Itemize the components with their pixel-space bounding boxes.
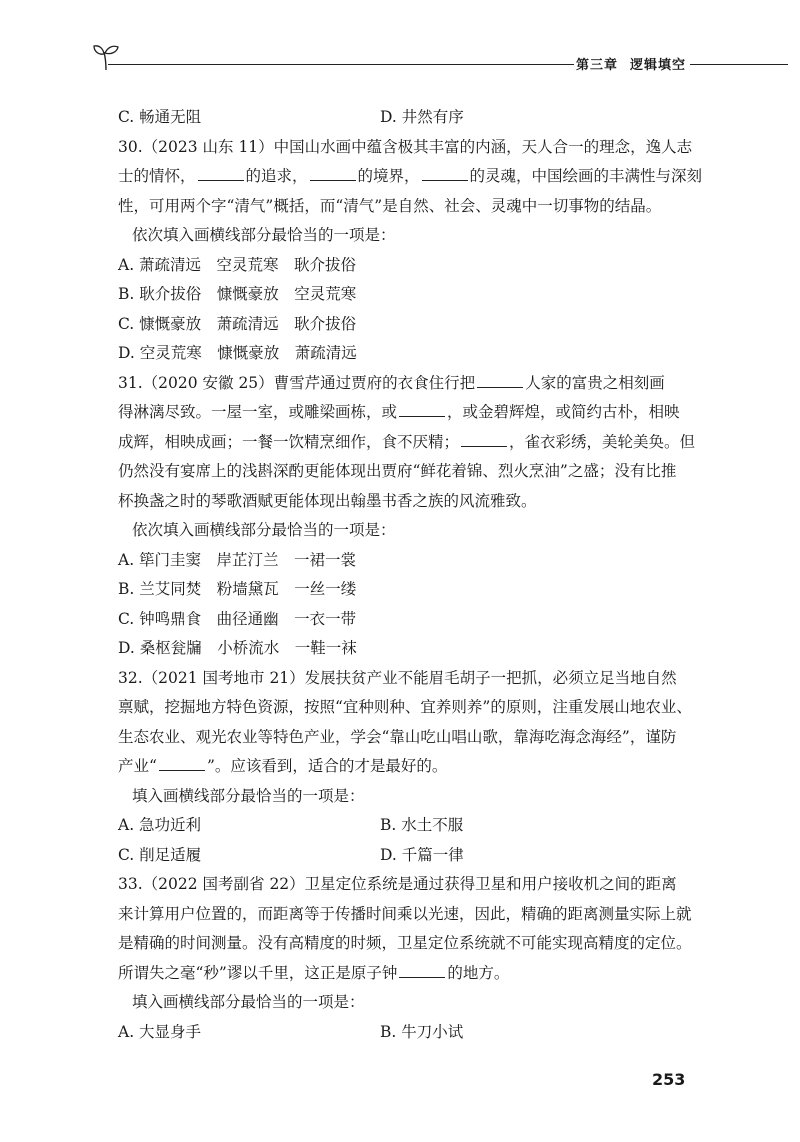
question-32-line: 产业“ ”。应该看到，适合的才是最好的。 (118, 757, 448, 775)
page-body (118, 103, 703, 1047)
page-number: 253 (652, 1070, 686, 1089)
fill-blank (461, 434, 507, 447)
option-a: A. 筚门圭窦 岸芷汀兰 一裙一裳 (118, 550, 357, 569)
question-30-line: 30.（2023 山东 11）中国山水画中蕴含极其丰富的内涵，天人合一的理念，逸人志 (118, 137, 693, 156)
fill-blank (399, 965, 445, 978)
chapter-title: 逻辑填空 (630, 58, 687, 73)
options-row (118, 1018, 692, 1048)
option-d: D. 空灵荒寒 慷慨豪放 萧疏清远 (118, 344, 357, 362)
page-header (92, 42, 696, 72)
option-c: C. 慷慨豪放 萧疏清远 耿介拔俗 (118, 314, 357, 333)
option-b: B. 水土不服 (380, 816, 464, 834)
fill-blank (422, 168, 468, 181)
question-31-line: 成辉，相映成画；一餐一饮精烹细作，食不厌精； ，雀衣彩绣，美轮美奂。但 (118, 432, 696, 451)
header-rule-left (108, 64, 574, 65)
fill-blank (198, 168, 244, 181)
chapter-number: 第三章 (576, 58, 619, 73)
question-31-prompt: 依次填入画横线部分最恰当的一项是： (132, 521, 396, 539)
option-d: D. 桑枢瓮牖 小桥流水 一鞋一袜 (118, 639, 357, 657)
option-d: D. 井然有序 (380, 108, 464, 126)
option-c: C. 畅通无阻 (118, 108, 202, 126)
question-33-prompt: 填入画横线部分最恰当的一项是： (132, 993, 365, 1011)
question-33-line: 是精确的时间测量。没有高精度的时频，卫星定位系统就不可能实现高精度的定位。 (118, 934, 692, 952)
fill-blank (399, 404, 445, 417)
question-33-line: 所谓失之毫“秒”谬以千里，这正是原子钟 的地方。 (118, 963, 510, 982)
question-30-line: 性，可用两个字“清气”概括，而“清气”是自然、社会、灵魂中一切事物的结晶。 (118, 196, 662, 215)
question-33-line: 来计算用户位置的，而距离等于传播时间乘以光速，因此，精确的距离测量实际上就 (118, 904, 692, 923)
question-31-line: 31.（2020 安徽 25）曹雪芹通过贾府的衣食住行把 人家的富贵之相刻画 (118, 373, 665, 392)
options-row (118, 841, 692, 871)
question-33-line: 33.（2022 国考副省 22）卫星定位系统是通过获得卫星和用户接收机之间的距离 (118, 875, 677, 893)
question-32-line: 32.（2021 国考地市 21）发展扶贫产业不能眉毛胡子一把抓，必须立足当地自然 (118, 668, 677, 687)
question-31-line: 仍然没有宴席上的浅斟深酌更能体现出贾府“鲜花着锦、烈火烹油”之盛；没有比推 (118, 462, 677, 480)
chapter-heading (576, 54, 686, 73)
options-row (118, 811, 692, 841)
option-a: A. 大显身手 (118, 1022, 202, 1041)
fill-blank (477, 375, 523, 388)
question-30-prompt: 依次填入画横线部分最恰当的一项是： (132, 226, 396, 244)
option-c: C. 削足适履 (118, 845, 202, 864)
question-32-line: 生态农业、观光农业等特色产业，学会“靠山吃山唱山歌，靠海吃海念海经”，谨防 (118, 727, 677, 746)
question-32-line: 禀赋，挖掘地方特色资源，按照“宜种则种、宜养则养”的原则，注重发展山地农业、 (118, 698, 692, 716)
sprout-icon (92, 42, 120, 72)
question-30-line: 士的情怀， 的追求， 的境界， 的灵魂，中国绘画的丰满性与深刻 (118, 167, 703, 185)
question-32-prompt: 填入画横线部分最恰当的一项是： (132, 786, 365, 805)
option-b: B. 兰艾同焚 粉墙黛瓦 一丝一缕 (118, 580, 357, 598)
option-a: A. 萧疏清远 空灵荒寒 耿介拔俗 (118, 255, 357, 274)
options-row (118, 103, 692, 133)
option-a: A. 急功近利 (118, 816, 202, 834)
option-b: B. 耿介拔俗 慷慨豪放 空灵荒寒 (118, 285, 357, 303)
option-d: D. 千篇一律 (380, 845, 464, 864)
fill-blank (159, 758, 205, 771)
header-rule-right (690, 64, 788, 65)
question-31-line: 杯换盏之时的琴歌酒赋更能体现出翰墨书香之族的风流雅致。 (118, 491, 537, 510)
option-c: C. 钟鸣鼎食 曲径通幽 一衣一带 (118, 609, 357, 628)
question-31-line: 得淋漓尽致。一屋一室，或雕梁画栋，或 ，或金碧辉煌，或简约古朴，相映 (118, 403, 680, 421)
fill-blank (310, 168, 356, 181)
option-b: B. 牛刀小试 (380, 1022, 464, 1041)
